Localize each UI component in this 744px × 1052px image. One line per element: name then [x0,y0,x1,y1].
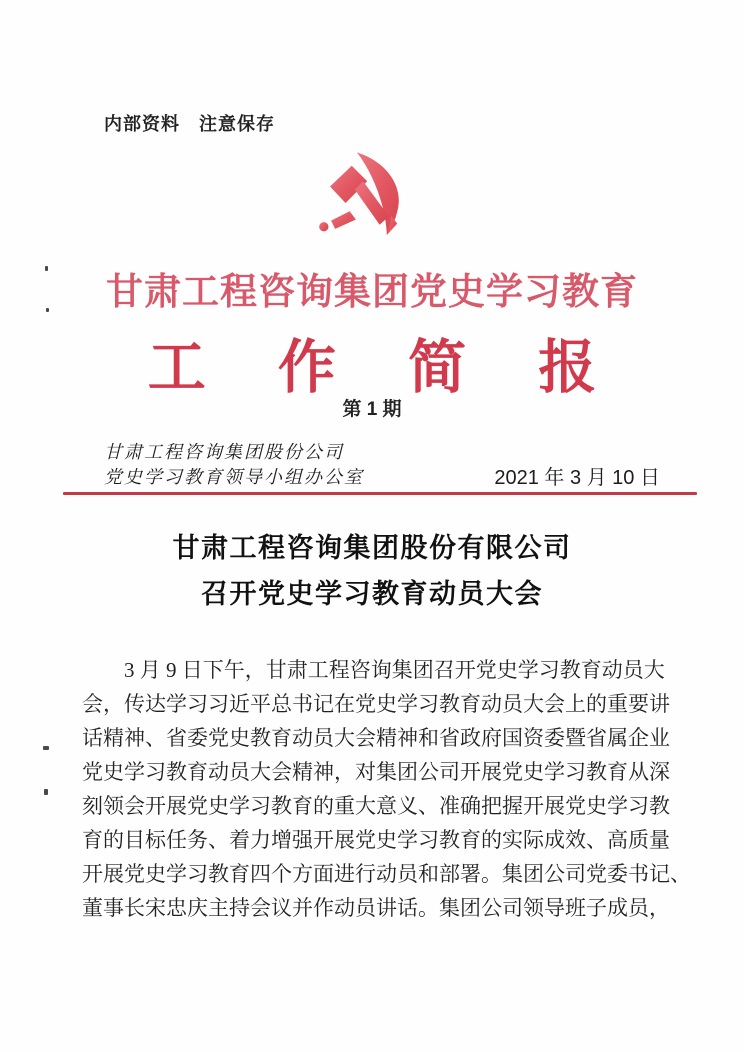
scan-artifact-speck [43,746,49,750]
body-line: 党史学习教育动员大会精神，对集团公司开展党史学习教育从深 [82,760,670,784]
masthead-divider-rule [63,492,697,495]
body-line: 话精神、省委党史教育动员大会精神和省政府国资委暨省属企业 [82,726,670,750]
issue-date: 2021 年 3 月 10 日 [494,467,660,489]
body-line: 3 月 9 日下午，甘肃工程咨询集团召开党史学习教育动员大 [124,658,665,682]
classification-notice: 内部资料 注意保存 [104,114,275,134]
headline-line-1: 甘肃工程咨询集团股份有限公司 [172,533,572,563]
party-emblem-hammer-sickle-icon [298,141,422,265]
issuing-office-line: 党史学习教育领导小组办公室 [104,466,364,487]
article-body [82,653,691,925]
body-line: 育的目标任务、着力增强开展党史学习教育的实际成效、高质量 [82,828,670,852]
bulletin-banner-title: 甘肃工程咨询集团党史学习教育 [106,271,638,312]
scan-artifact-speck [44,789,48,795]
headline-line-2: 召开党史学习教育动员大会 [201,579,543,609]
masthead-calligraphy-title: 工 作 简 报 [147,333,597,401]
body-line: 会，传达学习习近平总书记在党史学习教育动员大会上的重要讲 [82,692,670,716]
issue-number: 第 1 期 [342,399,402,420]
scan-artifact-speck [45,266,48,271]
body-line: 开展党史学习教育四个方面进行动员和部署。集团公司党委书记、 [82,862,691,886]
body-line: 刻领会开展党史学习教育的重大意义、准确把握开展党史学习教 [82,794,670,818]
issuing-company-line: 甘肃工程咨询集团股份公司 [104,442,344,462]
body-line: 董事长宋忠庆主持会议并作动员讲话。集团公司领导班子成员， [82,896,670,920]
article-headline [0,525,744,617]
scan-artifact-speck [46,308,49,312]
issuing-office-block [104,440,364,489]
